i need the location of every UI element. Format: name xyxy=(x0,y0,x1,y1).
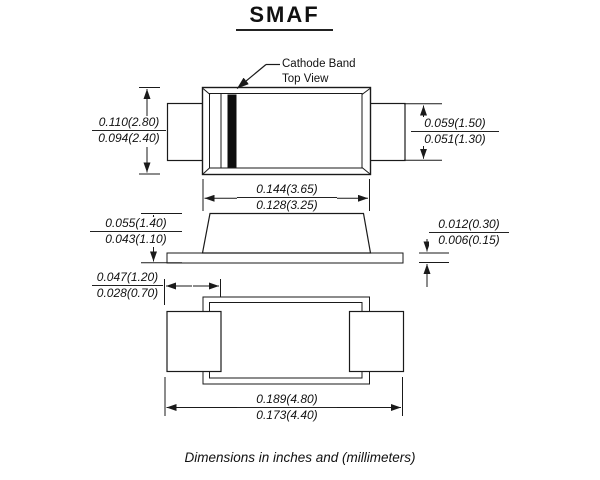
side-view-body xyxy=(203,214,371,254)
dim-max-value: 0.055(1.40) xyxy=(90,217,182,232)
dim-max-value: 0.189(4.80) xyxy=(237,393,337,408)
bottom-view-pad-right xyxy=(350,312,404,372)
cathode-band xyxy=(228,95,237,168)
top-view-lead-right xyxy=(370,104,405,161)
cathode-band-label: Cathode Band xyxy=(282,58,356,70)
dim-top-view-height xyxy=(92,116,166,145)
top-view-lead-left xyxy=(168,104,203,161)
footer-note: Dimensions in inches and (millimeters) xyxy=(184,450,416,465)
dim-bottom-view-pad-width xyxy=(92,271,163,300)
dim-min-value: 0.043(1.10) xyxy=(105,232,167,246)
dim-top-view-body-length xyxy=(237,183,337,212)
top-view-label: Top View xyxy=(282,73,329,85)
dim-max-value: 0.047(1.20) xyxy=(92,271,163,286)
dim-min-value: 0.028(0.70) xyxy=(96,286,159,300)
bottom-view-body xyxy=(203,297,370,384)
dim-top-view-lead-width xyxy=(411,117,499,146)
bottom-view-body-inner-edge xyxy=(210,303,363,379)
page-title: SMAF xyxy=(236,2,333,31)
dim-min-value: 0.094(2.40) xyxy=(98,131,160,145)
dim-max-value: 0.012(0.30) xyxy=(429,218,509,233)
dim-min-value: 0.051(1.30) xyxy=(424,132,486,146)
dim-max-value: 0.059(1.50) xyxy=(411,117,499,132)
dim-min-value: 0.128(3.25) xyxy=(256,198,318,212)
side-view-lead-strip xyxy=(167,253,403,263)
cathode-band-leader-line xyxy=(237,65,280,89)
dim-bottom-view-pad-width-lines xyxy=(165,279,221,305)
bottom-view-pad-left xyxy=(167,312,221,372)
dim-side-view-lead-thickness xyxy=(429,218,509,247)
dim-bottom-view-overall-length xyxy=(237,393,337,422)
dim-min-value: 0.173(4.40) xyxy=(256,408,318,422)
dim-min-value: 0.006(0.15) xyxy=(438,233,500,247)
dim-side-view-height xyxy=(90,217,182,246)
dim-max-value: 0.144(3.65) xyxy=(237,183,337,198)
dim-max-value: 0.110(2.80) xyxy=(92,116,166,131)
